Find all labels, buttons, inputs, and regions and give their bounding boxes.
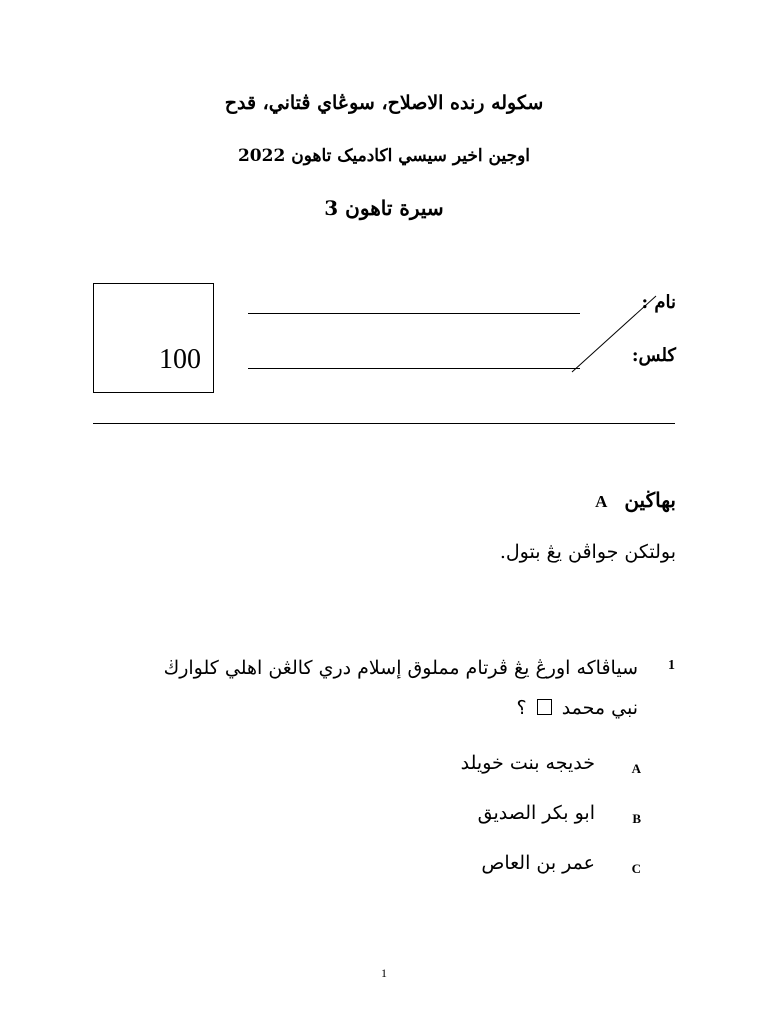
option-c-letter: C	[631, 861, 641, 876]
score-box	[93, 283, 214, 393]
class-field-line[interactable]	[248, 368, 580, 369]
question-line-2	[118, 688, 638, 728]
question-line-1: سياڤاكه اورڠ يڠ ڤرتام مملوق إسلام دري كالڠن اهلي كلوارڬ	[163, 657, 638, 679]
class-label: كلس:	[631, 345, 676, 366]
name-label: نام :	[641, 292, 676, 313]
school-title: سكوله رنده الاصلاح، سوڠاي ڤتاني، قدح	[224, 92, 544, 114]
page-number: 1	[381, 966, 387, 980]
score-total: 100	[159, 344, 201, 375]
question-line-2-text: نبي محمد	[561, 697, 638, 719]
section-heading	[595, 488, 676, 512]
header-divider	[93, 423, 675, 424]
option-c-text[interactable]: عمر بن العاص	[481, 852, 595, 874]
question-text	[118, 648, 638, 728]
question-mark: ؟	[516, 697, 527, 719]
option-b-text[interactable]: ابو بكر الصديق	[477, 802, 595, 824]
section-instruction: بولتكن جواڤن يڠ بتول.	[499, 541, 676, 563]
subject-title: سيرة تاهون 3	[324, 196, 444, 220]
section-letter: A	[595, 492, 608, 511]
option-b-letter: B	[632, 811, 641, 826]
salutation-glyph-box	[537, 699, 552, 715]
exam-title: اوجين اخير سيسي اكادميک تاهون 2022	[237, 146, 531, 166]
name-field-line[interactable]	[248, 313, 580, 314]
option-a-letter: A	[631, 761, 641, 776]
section-title: بهاڬين	[624, 488, 676, 512]
question-number: 1	[668, 658, 675, 673]
option-a-text[interactable]: خديجه بنت خويلد	[460, 752, 595, 774]
